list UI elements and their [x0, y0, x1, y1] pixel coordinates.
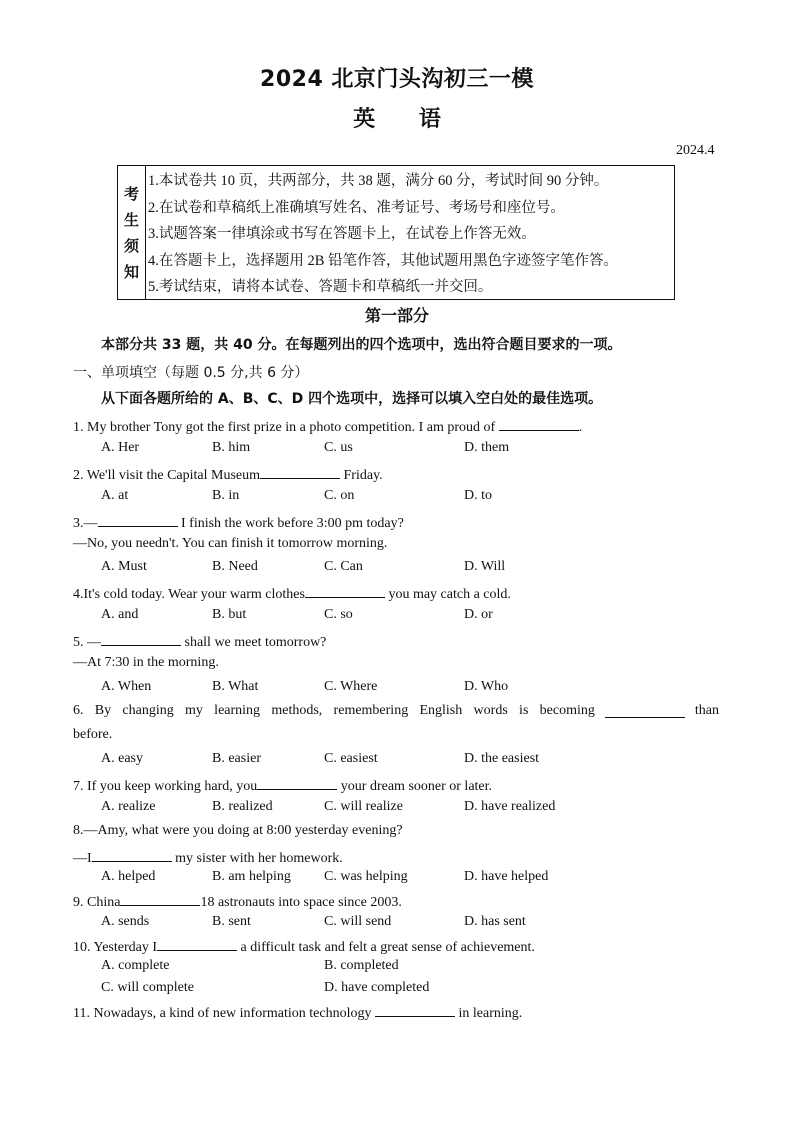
- question-text: .: [578, 420, 583, 435]
- question-3-response: —No, you needn't. You can finish it tomorrow morning.: [73, 536, 388, 551]
- question-text: I finish the work before 3:00 pm today?: [177, 516, 404, 531]
- option-c: C. will complete: [101, 980, 194, 995]
- section-instruction: 从下面各题所给的 A、B、C、D 四个选项中，选择可以填入空白处的最佳选项。: [101, 391, 603, 407]
- option-b: B. Need: [212, 559, 258, 574]
- question-text: your dream sooner or later.: [337, 779, 493, 794]
- option-a: A. complete: [101, 958, 170, 973]
- option-b: B. What: [212, 679, 259, 694]
- question-3: [73, 512, 404, 532]
- part-title: 第一部分: [364, 306, 429, 325]
- option-d: D. have realized: [464, 799, 556, 814]
- option-b: B. him: [212, 440, 251, 455]
- question-text: 10. Yesterday I: [73, 940, 157, 955]
- option-a: A. When: [101, 679, 152, 694]
- notice-label-char: 知: [123, 262, 139, 281]
- question-text: 6. By changing my learning methods, remembering English words is becoming: [73, 703, 595, 718]
- option-b: B. am helping: [212, 869, 291, 884]
- question-2: [73, 464, 383, 484]
- question-text: my sister with her homework.: [171, 851, 343, 866]
- answer-blank: [92, 847, 172, 862]
- option-d: D. has sent: [464, 914, 526, 929]
- question-text: 5. —: [73, 635, 101, 650]
- question-6: [73, 703, 719, 719]
- option-b: B. easier: [212, 751, 261, 766]
- option-c: C. so: [324, 607, 353, 622]
- question-text: 9. China: [73, 895, 121, 910]
- option-b: B. but: [212, 607, 247, 622]
- option-a: A. realize: [101, 799, 156, 814]
- option-a: A. at: [101, 488, 129, 503]
- option-c: C. was helping: [324, 869, 408, 884]
- notice-item: 3.试题答案一律填涂或书写在答题卡上，在试卷上作答无效。: [148, 226, 536, 242]
- question-text: Friday.: [340, 468, 383, 483]
- option-b: B. completed: [324, 958, 399, 973]
- question-text: a difficult task and felt a great sense of achievement.: [237, 940, 535, 955]
- question-8: 8.—Amy, what were you doing at 8:00 yesterday evening?: [73, 823, 403, 838]
- notice-item: 5.考试结束，请将本试卷、答题卡和草稿纸一并交回。: [148, 279, 493, 295]
- question-10: [73, 936, 535, 956]
- option-a: A. easy: [101, 751, 143, 766]
- question-11: [73, 1002, 522, 1022]
- option-a: A. Must: [101, 559, 147, 574]
- question-9: [73, 891, 402, 911]
- answer-blank: [305, 583, 385, 598]
- question-text: in learning.: [454, 1006, 523, 1021]
- notice-items: [146, 166, 674, 299]
- candidate-notice-box: [117, 165, 675, 300]
- option-c: C. Where: [324, 679, 378, 694]
- exam-date: 2024.4: [676, 143, 715, 158]
- option-c: C. will realize: [324, 799, 403, 814]
- notice-item: 4.在答题卡上，选择题用 2B 铅笔作答，其他试题用黑色字迹签字笔作答。: [148, 252, 619, 269]
- part-intro: 本部分共 33 题，共 40 分。在每题列出的四个选项中，选出符合题目要求的一项。: [101, 337, 622, 353]
- answer-blank: [101, 631, 181, 646]
- question-5-response: —At 7:30 in the morning.: [73, 655, 219, 670]
- question-text: 18 astronauts into space since 2003.: [200, 895, 402, 910]
- option-b: B. realized: [212, 799, 273, 814]
- option-c: C. easiest: [324, 751, 378, 766]
- option-d: D. Will: [464, 559, 506, 574]
- option-b: B. sent: [212, 914, 251, 929]
- question-text: 4.It's cold today. Wear your warm clothes: [73, 587, 305, 602]
- question-text: 11. Nowadays, a kind of new information technology: [73, 1006, 375, 1021]
- question-text: than: [694, 703, 719, 718]
- option-c: C. Can: [324, 559, 363, 574]
- subject-title: 英 语: [353, 107, 441, 132]
- notice-item: 2.在试卷和草稿纸上准确填写姓名、准考证号、考场号和座位号。: [148, 199, 565, 216]
- option-d: D. have completed: [324, 980, 430, 995]
- option-c: C. us: [324, 440, 353, 455]
- question-1: [73, 416, 582, 436]
- section-title: 一、单项填空（每题 0.5 分,共 6 分）: [73, 365, 309, 381]
- exam-title: 2024 北京门头沟初三一模: [260, 67, 534, 92]
- answer-blank: [98, 512, 178, 527]
- option-a: A. sends: [101, 914, 150, 929]
- notice-label: [118, 166, 146, 299]
- question-4: [73, 583, 511, 603]
- notice-label-char: 生: [123, 210, 139, 229]
- question-6-continuation: before.: [73, 727, 113, 742]
- option-a: A. helped: [101, 869, 156, 884]
- question-text: 3.—: [73, 516, 98, 531]
- notice-label-char: 须: [123, 236, 139, 255]
- option-d: D. to: [464, 488, 492, 503]
- question-7: [73, 775, 492, 795]
- answer-blank: [120, 891, 200, 906]
- question-text: you may catch a cold.: [384, 587, 511, 602]
- option-d: D. or: [464, 607, 493, 622]
- option-c: C. will send: [324, 914, 392, 929]
- option-a: A. and: [101, 607, 139, 622]
- option-a: A. Her: [101, 440, 140, 455]
- answer-blank: [260, 464, 340, 479]
- option-b: B. in: [212, 488, 240, 503]
- question-text: 1. My brother Tony got the first prize in a photo competition. I am proud of: [73, 420, 499, 435]
- question-8-response: [73, 847, 343, 867]
- answer-blank: [157, 936, 237, 951]
- option-d: D. have helped: [464, 869, 549, 884]
- question-text: —I: [73, 851, 92, 866]
- question-text: 7. If you keep working hard, you: [73, 779, 258, 794]
- notice-item: 1.本试卷共 10 页，共两部分，共 38 题，满分 60 分，考试时间 90 分钟。: [148, 173, 609, 189]
- answer-blank: [375, 1002, 455, 1017]
- answer-blank: [499, 416, 579, 431]
- option-d: D. the easiest: [464, 751, 540, 766]
- answer-blank: [257, 775, 337, 790]
- question-text: 2. We'll visit the Capital Museum: [73, 468, 261, 483]
- option-d: D. Who: [464, 679, 509, 694]
- answer-blank: [605, 703, 685, 718]
- option-d: D. them: [464, 440, 510, 455]
- notice-label-char: 考: [123, 184, 139, 203]
- option-c: C. on: [324, 488, 355, 503]
- question-text: shall we meet tomorrow?: [181, 635, 327, 650]
- question-5: [73, 631, 326, 651]
